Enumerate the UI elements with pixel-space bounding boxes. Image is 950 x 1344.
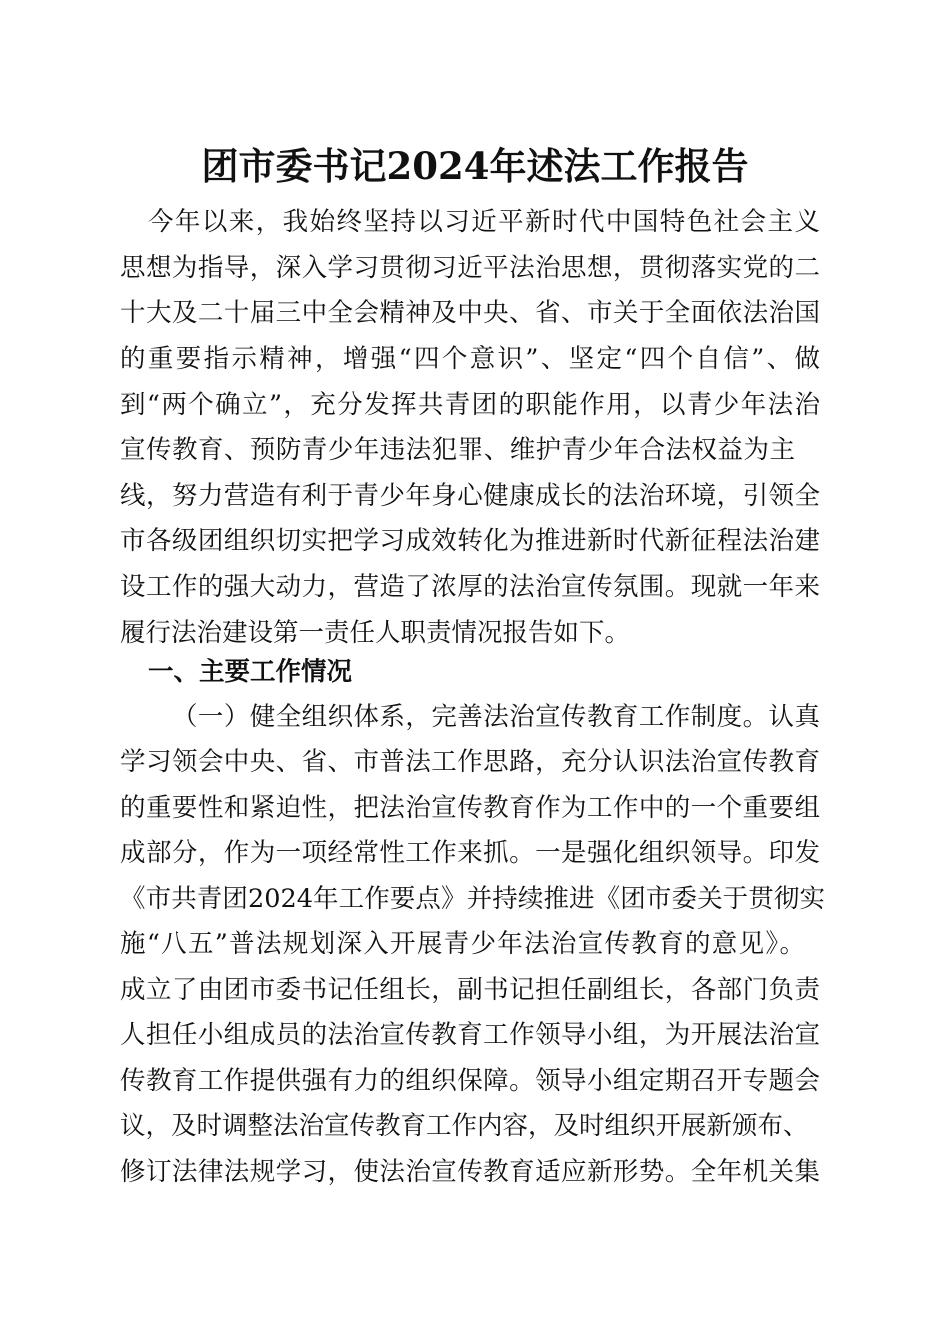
section-line: （一）健全组织体系，完善法治宣传教育工作制度。认真 xyxy=(172,702,820,732)
intro-line: 的重要指示精神，增强“四个意识”、坚定“四个自信”、做 xyxy=(120,344,820,374)
section-line: 成部分，作为一项经常性工作来抓。一是强化组织领导。印发 xyxy=(120,838,820,868)
intro-line: 到“两个确立”，充分发挥共青团的职能作用，以青少年法治 xyxy=(120,390,820,420)
section-line: 学习领会中央、省、市普法工作思路，充分认识法治宣传教育 xyxy=(120,747,820,777)
section-line: 成立了由团市委书记任组长，副书记担任副组长，各部门负责 xyxy=(120,975,820,1005)
intro-line: 线，努力营造有利于青少年身心健康成长的法治环境，引领全 xyxy=(120,481,820,511)
section-line: 的重要性和紧迫性，把法治宣传教育作为工作中的一个重要组 xyxy=(120,793,820,823)
section-line: 传教育工作提供强有力的组织保障。领导小组定期召开专题会 xyxy=(120,1066,820,1096)
document-title: 团市委书记2024年述法工作报告 xyxy=(201,144,749,188)
intro-line: 今年以来，我始终坚持以习近平新时代中国特色社会主义 xyxy=(148,207,820,237)
intro-line: 十大及二十届三中全会精神及中央、省、市关于全面依法治国 xyxy=(120,298,820,328)
intro-line: 思想为指导，深入学习贯彻习近平法治思想，贯彻落实党的二 xyxy=(120,253,820,283)
section-line: 人担任小组成员的法治宣传教育工作领导小组，为开展法治宣 xyxy=(120,1020,820,1050)
intro-line: 市各级团组织切实把学习成效转化为推进新时代新征程法治建 xyxy=(120,526,820,556)
section-heading: 一、主要工作情况 xyxy=(148,657,353,687)
intro-line: 宣传教育、预防青少年违法犯罪、维护青少年合法权益为主 xyxy=(120,435,795,465)
section-line: 修订法律法规学习，使法治宣传教育适应新形势。全年机关集 xyxy=(120,1157,820,1187)
intro-line: 设工作的强大动力，营造了浓厚的法治宣传氛围。现就一年来 xyxy=(120,572,820,602)
section-line: 《市共青团2024年工作要点》并持续推进《团市委关于贯彻实 xyxy=(120,884,825,914)
section-line: 议，及时调整法治宣传教育工作内容，及时组织开展新颁布、 xyxy=(120,1111,809,1141)
section-line: 施“八五”普法规划深入开展青少年法治宣传教育的意见》。 xyxy=(120,929,805,959)
intro-line: 履行法治建设第一责任人职责情况报告如下。 xyxy=(120,618,631,648)
